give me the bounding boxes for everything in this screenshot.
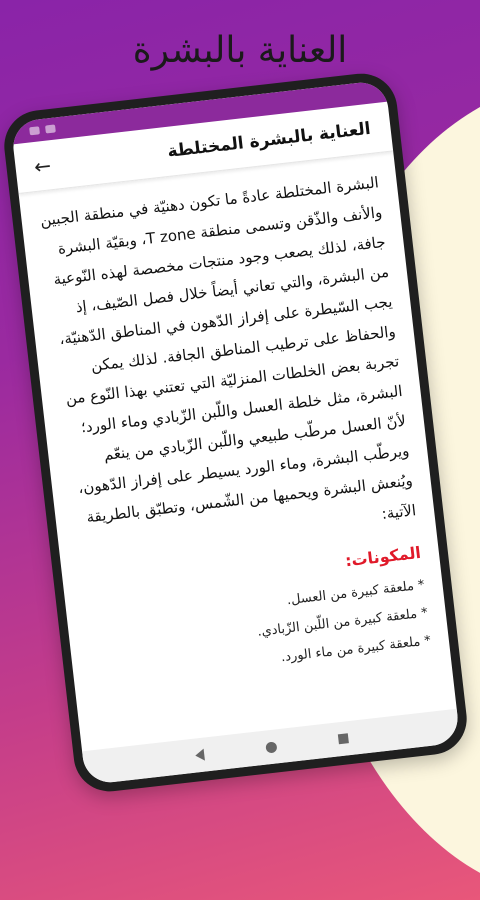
article-content [19,151,451,695]
phone-screen [10,80,460,785]
list-item: * ملعقة كبيرة من اللّبن الزّبادي. [256,605,429,640]
page-title: العناية بالبشرة المختلطة [166,118,372,162]
ingredients-heading: المكونات: [344,542,422,571]
phone-frame [0,70,470,795]
circle-home-icon[interactable] [265,741,277,753]
arrow-back-icon[interactable]: ← [32,152,53,179]
wifi-icon [45,124,56,133]
promo-title: العناية بالبشرة [132,30,348,71]
list-item: * ملعقة كبيرة من العسل. [286,577,426,609]
triangle-back-icon[interactable] [194,749,204,762]
article-paragraph: البشرة المختلطة عادةً ما تكون دهنيّة في منطقة الجبين والأنف والذّقن وتسمى منطقة T zone، وبقيّة البشرة جافة، لذلك يصعب وجود منتجات مخصصة لهذه النّوعية من البشرة، والتي تعاني أيضاً خلال فصل الصّيف، إذ يجب السّيطرة على إفراز الدّهون في المناطق الدّهنيّة، والحفاظ على ترطيب المناطق الجافة. لذلك يمكن تجربة بعض الخلطات المنزليّة التي تعتني بهذا النّوع من البشرة، مثل خلطة العسل واللّبن الزّبادي وماء الورد؛ لأنّ العسل مرطّب طبيعي واللّبن الزّبادي من ينعّم ويرطّب البشرة، وماء الورد يسيطر على إفراز الدّهون، ويُنعش البشرة ويحميها من الشّمس، وتطبّق بالطريقة الآتية: [39,173,417,527]
square-recent-icon[interactable] [337,733,348,744]
signal-icon [29,126,40,135]
list-item: * ملعقة كبيرة من ماء الورد. [280,633,432,666]
